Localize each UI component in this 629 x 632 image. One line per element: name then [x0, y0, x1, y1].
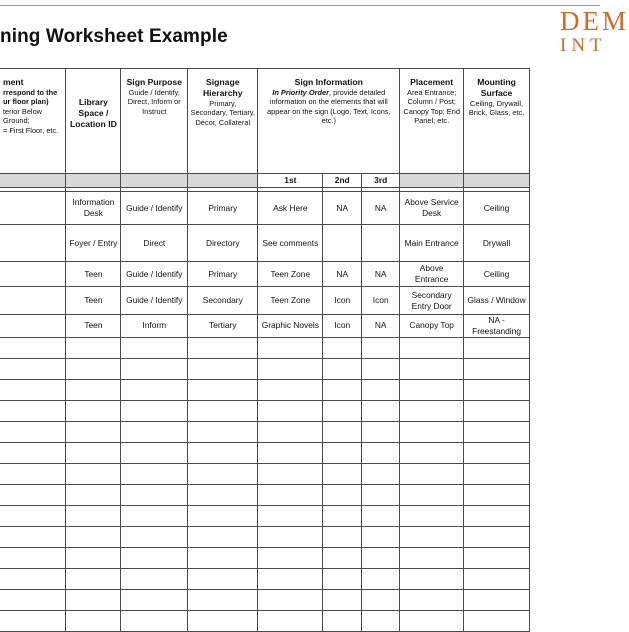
empty-cell [188, 379, 258, 400]
cell-third: NA [362, 262, 400, 287]
cell-purpose: Direct [121, 225, 188, 262]
empty-row [0, 421, 530, 442]
cell-hierarchy: Primary [188, 262, 258, 287]
cell-hierarchy: Directory [188, 225, 258, 262]
priority-row [0, 174, 530, 188]
header-signage-hierarchy: Signage Hierarchy Primary, Secondary, Tertiary, Décor, Collateral [188, 69, 258, 174]
empty-cell [188, 568, 258, 589]
empty-cell [121, 337, 188, 358]
empty-cell [188, 589, 258, 610]
empty-cell [464, 421, 530, 442]
empty-cell [0, 547, 66, 568]
empty-cell [66, 484, 121, 505]
empty-cell [66, 589, 121, 610]
empty-cell [400, 589, 464, 610]
empty-cell [362, 400, 400, 421]
empty-cell [464, 379, 530, 400]
empty-cell [121, 442, 188, 463]
cell-purpose: Guide / Identify [121, 192, 188, 225]
empty-cell [66, 379, 121, 400]
cell-element [0, 192, 66, 225]
empty-cell [362, 484, 400, 505]
empty-cell [464, 610, 530, 631]
empty-row [0, 589, 530, 610]
empty-row [0, 568, 530, 589]
empty-cell [121, 463, 188, 484]
empty-cell [258, 421, 323, 442]
empty-cell [258, 484, 323, 505]
cell-purpose: Guide / Identify [121, 262, 188, 287]
empty-cell [0, 379, 66, 400]
cell-first: Teen Zone [258, 262, 323, 287]
cell-hierarchy: Secondary [188, 287, 258, 315]
empty-cell [66, 547, 121, 568]
empty-cell [464, 526, 530, 547]
empty-cell [323, 379, 362, 400]
empty-cell [323, 505, 362, 526]
cell-library: Teen [66, 287, 121, 315]
header-element: ment rrespond to the ur floor plan) terior Below Ground; = First Floor, etc. [0, 69, 66, 174]
empty-cell [0, 421, 66, 442]
top-border [0, 5, 600, 6]
empty-cell [258, 505, 323, 526]
empty-cell [323, 337, 362, 358]
empty-cell [400, 610, 464, 631]
empty-row [0, 526, 530, 547]
empty-cell [0, 442, 66, 463]
table-row [0, 315, 530, 338]
cell-first: Teen Zone [258, 287, 323, 315]
empty-cell [258, 610, 323, 631]
empty-cell [121, 547, 188, 568]
empty-cell [323, 589, 362, 610]
empty-cell [464, 484, 530, 505]
empty-cell [0, 400, 66, 421]
empty-cell [188, 400, 258, 421]
logo-line-2: INT [560, 35, 607, 56]
header-sign-information: Sign Information In Priority Order, provide detailed information on the elements that will appear on the sign (Logo, Text, Icons, etc.) [258, 69, 400, 174]
empty-cell [188, 421, 258, 442]
empty-cell [188, 358, 258, 379]
empty-cell [0, 589, 66, 610]
empty-cell [362, 505, 400, 526]
empty-row [0, 547, 530, 568]
empty-cell [66, 421, 121, 442]
empty-cell [362, 337, 400, 358]
empty-cell [0, 526, 66, 547]
empty-cell [188, 442, 258, 463]
empty-row [0, 505, 530, 526]
cell-mounting: NA - Freestanding [464, 315, 530, 338]
header-row [0, 69, 530, 174]
cell-library: Teen [66, 315, 121, 338]
empty-row [0, 379, 530, 400]
empty-cell [258, 442, 323, 463]
empty-cell [121, 400, 188, 421]
empty-cell [258, 337, 323, 358]
empty-cell [66, 610, 121, 631]
cell-third [362, 225, 400, 262]
empty-cell [323, 400, 362, 421]
cell-second [323, 225, 362, 262]
empty-cell [400, 337, 464, 358]
empty-cell [258, 526, 323, 547]
header-sign-purpose: Sign Purpose Guide / Identify, Direct, Inform or Instruct [121, 69, 188, 174]
page-title: ning Worksheet Example [0, 26, 228, 47]
empty-cell [323, 547, 362, 568]
header-placement: Placement Area Entrance; Column / Post; Canopy Top; End Panel; etc. [400, 69, 464, 174]
empty-cell [400, 526, 464, 547]
cell-element [0, 315, 66, 338]
cell-first: Ask Here [258, 192, 323, 225]
cell-hierarchy: Tertiary [188, 315, 258, 338]
cell-third: NA [362, 315, 400, 338]
empty-cell [362, 526, 400, 547]
empty-cell [66, 463, 121, 484]
cell-purpose: Inform [121, 315, 188, 338]
cell-placement: Above Service Desk [400, 192, 464, 225]
empty-cell [0, 505, 66, 526]
empty-cell [400, 358, 464, 379]
empty-cell [66, 442, 121, 463]
empty-cell [66, 337, 121, 358]
cell-first: See comments [258, 225, 323, 262]
empty-cell [66, 526, 121, 547]
empty-cell [400, 421, 464, 442]
cell-purpose: Guide / Identify [121, 287, 188, 315]
worksheet-body [0, 69, 530, 632]
empty-row [0, 358, 530, 379]
empty-cell [258, 568, 323, 589]
cell-placement: Canopy Top [400, 315, 464, 338]
cell-third: NA [362, 192, 400, 225]
cell-library: Teen [66, 262, 121, 287]
cell-element [0, 225, 66, 262]
empty-cell [323, 442, 362, 463]
empty-cell [362, 442, 400, 463]
empty-cell [188, 547, 258, 568]
header-library-space: Library Space / Location ID [66, 69, 121, 174]
empty-cell [66, 400, 121, 421]
empty-cell [121, 421, 188, 442]
empty-cell [188, 484, 258, 505]
empty-cell [362, 463, 400, 484]
cell-element [0, 262, 66, 287]
empty-cell [400, 400, 464, 421]
table-row [0, 192, 530, 225]
cell-mounting: Drywall [464, 225, 530, 262]
empty-cell [258, 400, 323, 421]
empty-cell [400, 568, 464, 589]
empty-cell [188, 505, 258, 526]
empty-cell [258, 547, 323, 568]
empty-row [0, 442, 530, 463]
empty-cell [188, 463, 258, 484]
empty-cell [66, 358, 121, 379]
empty-cell [464, 358, 530, 379]
empty-cell [362, 589, 400, 610]
empty-cell [464, 400, 530, 421]
cell-hierarchy: Primary [188, 192, 258, 225]
empty-cell [323, 526, 362, 547]
cell-element [0, 287, 66, 315]
empty-cell [362, 358, 400, 379]
empty-cell [464, 589, 530, 610]
empty-cell [121, 568, 188, 589]
empty-cell [400, 442, 464, 463]
worksheet-table [0, 68, 530, 632]
priority-2nd: 2nd [323, 174, 362, 188]
empty-cell [121, 526, 188, 547]
empty-cell [258, 463, 323, 484]
cell-second: Icon [323, 287, 362, 315]
empty-cell [323, 568, 362, 589]
empty-cell [121, 358, 188, 379]
empty-cell [323, 610, 362, 631]
empty-cell [362, 379, 400, 400]
empty-cell [121, 379, 188, 400]
empty-cell [188, 526, 258, 547]
cell-placement: Main Entrance [400, 225, 464, 262]
empty-cell [66, 568, 121, 589]
empty-cell [0, 337, 66, 358]
empty-cell [323, 463, 362, 484]
empty-cell [121, 610, 188, 631]
cell-second: NA [323, 192, 362, 225]
empty-cell [121, 505, 188, 526]
empty-cell [362, 547, 400, 568]
cell-mounting: Ceiling [464, 192, 530, 225]
empty-cell [464, 547, 530, 568]
empty-row [0, 610, 530, 631]
empty-cell [121, 484, 188, 505]
empty-cell [0, 358, 66, 379]
empty-cell [362, 610, 400, 631]
cell-placement: Above Entrance [400, 262, 464, 287]
empty-cell [323, 421, 362, 442]
empty-cell [258, 589, 323, 610]
header-mounting-surface: Mounting Surface Ceiling, Drywall, Brick, Glass, etc. [464, 69, 530, 174]
table-row [0, 225, 530, 262]
company-logo [560, 8, 629, 55]
empty-cell [188, 337, 258, 358]
empty-cell [258, 358, 323, 379]
empty-cell [188, 610, 258, 631]
empty-row [0, 337, 530, 358]
empty-row [0, 484, 530, 505]
empty-cell [0, 610, 66, 631]
empty-cell [323, 484, 362, 505]
cell-second: NA [323, 262, 362, 287]
cell-second: Icon [323, 315, 362, 338]
cell-placement: Secondary Entry Door [400, 287, 464, 315]
empty-cell [400, 547, 464, 568]
empty-cell [400, 484, 464, 505]
table-row [0, 287, 530, 315]
empty-cell [0, 463, 66, 484]
cell-library: Information Desk [66, 192, 121, 225]
empty-cell [258, 379, 323, 400]
empty-row [0, 400, 530, 421]
table-row [0, 262, 530, 287]
empty-cell [323, 358, 362, 379]
empty-cell [362, 568, 400, 589]
empty-cell [121, 589, 188, 610]
empty-cell [66, 505, 121, 526]
cell-third: Icon [362, 287, 400, 315]
cell-first: Graphic Novels [258, 315, 323, 338]
empty-cell [464, 505, 530, 526]
cell-library: Foyer / Entry [66, 225, 121, 262]
empty-cell [0, 484, 66, 505]
empty-cell [464, 442, 530, 463]
priority-1st: 1st [258, 174, 323, 188]
empty-cell [0, 568, 66, 589]
empty-cell [464, 463, 530, 484]
cell-mounting: Glass / Window [464, 287, 530, 315]
empty-cell [362, 421, 400, 442]
empty-cell [400, 379, 464, 400]
logo-line-1: DEM [560, 6, 629, 36]
priority-3rd: 3rd [362, 174, 400, 188]
empty-cell [400, 505, 464, 526]
empty-cell [464, 568, 530, 589]
cell-mounting: Ceiling [464, 262, 530, 287]
empty-row [0, 463, 530, 484]
empty-cell [464, 337, 530, 358]
empty-cell [400, 463, 464, 484]
